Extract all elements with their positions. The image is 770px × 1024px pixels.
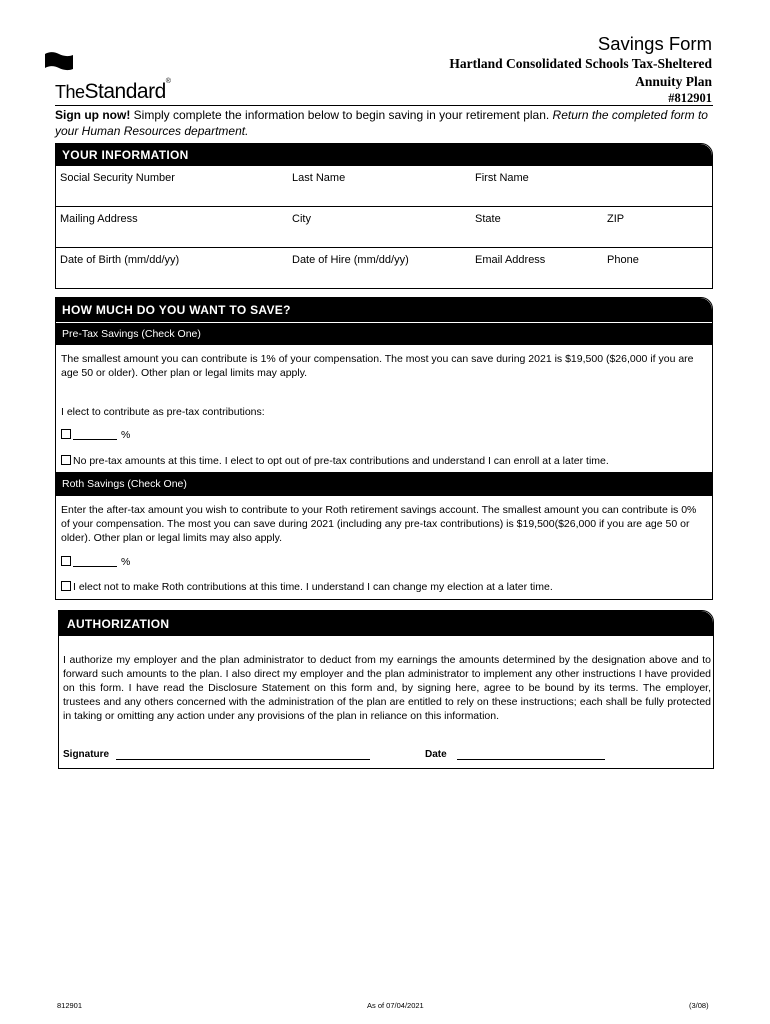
city-field[interactable]: City xyxy=(292,213,311,225)
authorization-text: I authorize my employer and the plan administrator to deduct from my earnings the amounts determined by the designation above and to forward such amounts to the plan. I also direct my employer and the plan administrator to implement any other instructions I have provided on this form. I have read the Disclosure Statement on this form and, by signing here, agree to be bound by its terms. The employer, trustees and any others concerned with the administration of the plan are entitled to rely on these instructions; each shall be fully protected in taking or omitting any action under any provisions of the plan in reliance on this information. xyxy=(63,654,711,722)
pretax-percent-option: % xyxy=(61,428,130,442)
signature-label: Signature xyxy=(63,749,110,760)
form-title: Savings Form xyxy=(597,33,712,54)
phone-field[interactable]: Phone xyxy=(607,254,639,266)
date-line[interactable] xyxy=(457,749,605,760)
footer-form-number: 812901 xyxy=(57,1001,83,1010)
first-name-field[interactable]: First Name xyxy=(475,172,529,184)
pretax-optout-option: No pre-tax amounts at this time. I elect to opt out of pre-tax contributions and understand I can enroll at a later time. xyxy=(61,454,711,468)
intro-text: Sign up now! Simply complete the information below to begin saving in your retirement plan. Return the completed form to your Human Resources department. xyxy=(55,108,708,138)
flag-logo-icon xyxy=(44,51,74,71)
authorization-section xyxy=(58,610,714,769)
plan-number: #812901 xyxy=(668,91,712,105)
section-title: YOUR INFORMATION xyxy=(56,144,712,166)
section-title: AUTHORIZATION xyxy=(59,611,713,636)
header-divider xyxy=(55,105,713,106)
roth-percent-option: % xyxy=(61,555,130,569)
roth-subtitle: Roth Savings (Check One) xyxy=(56,472,712,496)
your-information-section xyxy=(55,143,713,289)
roth-percent-checkbox[interactable] xyxy=(61,556,71,566)
info-row-address xyxy=(56,207,712,248)
date-of-hire-field[interactable]: Date of Hire (mm/dd/yy) xyxy=(292,254,409,266)
company-logo: TheStandard® xyxy=(55,78,171,103)
footer-version: (3/08) xyxy=(689,1001,709,1010)
roth-optout-option: I elect not to make Roth contributions at this time. I understand I can change my election at a later time. xyxy=(61,580,711,594)
zip-field[interactable]: ZIP xyxy=(607,213,625,225)
date-label: Date xyxy=(425,749,447,760)
pretax-elect-label: I elect to contribute as pre-tax contributions: xyxy=(61,406,265,418)
date-row xyxy=(425,749,605,760)
info-row-dates xyxy=(56,248,712,289)
plan-name: Hartland Consolidated Schools Tax-Sheltered Annuity Plan xyxy=(449,56,712,89)
savings-section xyxy=(55,297,713,600)
roth-description: Enter the after-tax amount you wish to contribute to your Roth retirement savings account. The smallest amount you can contribute is 0% of your compensation. The most you can save during 2021 (including any pre-tax contributions) is $19,500($26,000 if you are age 50 or older). Other plan or legal limits may also apply. xyxy=(61,504,697,544)
state-field[interactable]: State xyxy=(475,213,501,225)
pretax-description: The smallest amount you can contribute is 1% of your compensation. The most you can save during 2021 is $19,500 ($26,000 if you are age 50 or older). Other plan or legal limits may apply. xyxy=(61,353,694,379)
ssn-field[interactable]: Social Security Number xyxy=(60,172,175,184)
mailing-address-field[interactable]: Mailing Address xyxy=(60,213,138,225)
roth-percent-input[interactable] xyxy=(73,557,117,567)
section-title: HOW MUCH DO YOU WANT TO SAVE? xyxy=(56,298,712,322)
signature-row xyxy=(63,749,370,760)
info-row-name xyxy=(56,166,712,207)
pretax-percent-input[interactable] xyxy=(73,430,117,440)
pretax-optout-checkbox[interactable] xyxy=(61,455,71,465)
footer-as-of-date: As of 07/04/2021 xyxy=(367,1001,424,1010)
email-field[interactable]: Email Address xyxy=(475,254,546,266)
pretax-percent-checkbox[interactable] xyxy=(61,429,71,439)
roth-optout-checkbox[interactable] xyxy=(61,581,71,591)
signature-line[interactable] xyxy=(116,749,370,760)
date-of-birth-field[interactable]: Date of Birth (mm/dd/yy) xyxy=(60,254,180,266)
last-name-field[interactable]: Last Name xyxy=(292,172,346,184)
pretax-subtitle: Pre-Tax Savings (Check One) xyxy=(56,322,712,345)
